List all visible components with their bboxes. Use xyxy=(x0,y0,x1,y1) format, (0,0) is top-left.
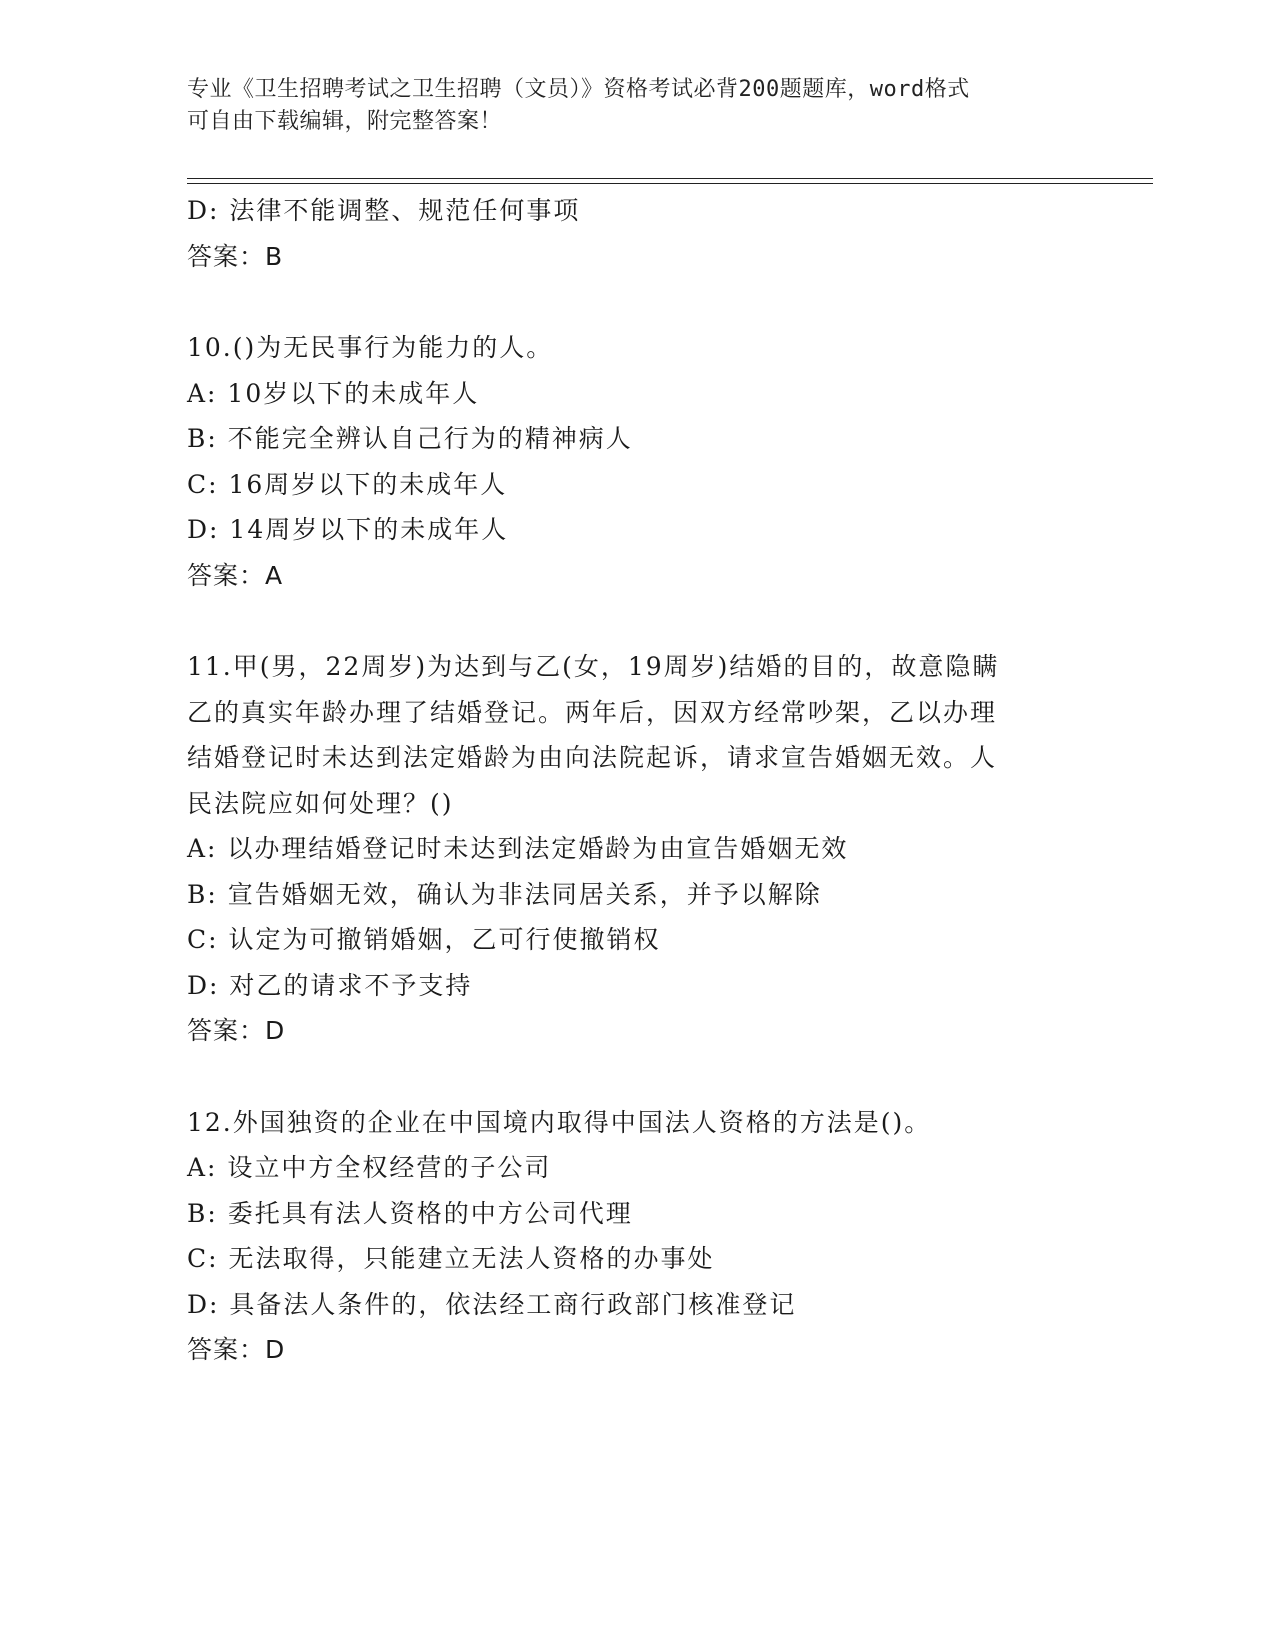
option-d: D: 对乙的请求不予支持 xyxy=(187,970,473,1000)
option-b: B: 宣告婚姻无效，确认为非法同居关系，并予以解除 xyxy=(187,879,822,909)
option-a: A: 以办理结婚登记时未达到法定婚龄为由宣告婚姻无效 xyxy=(187,834,849,863)
header-divider-top xyxy=(187,178,1153,179)
header-line-2: 可自由下载编辑，附完整答案！ xyxy=(187,109,503,134)
option-b: B: 委托具有法人资格的中方公司代理 xyxy=(187,1198,633,1228)
option-a: A: 设立中方全权经营的子公司 xyxy=(187,1153,552,1182)
stem-line: 结婚登记时未达到法定婚龄为由向法院起诉，请求宣告婚姻无效。人 xyxy=(187,743,998,772)
header-divider-bottom xyxy=(187,183,1153,184)
answer-line: 答案：D xyxy=(187,1016,286,1045)
option-c: C: 无法取得，只能建立无法人资格的办事处 xyxy=(187,1244,715,1273)
option-d: D: 14周岁以下的未成年人 xyxy=(187,515,509,544)
question-12 xyxy=(187,1100,1087,1373)
header-line-1: 专业《卫生招聘考试之卫生招聘（文员）》资格考试必背200题题库，word格式 xyxy=(187,77,970,102)
document-header xyxy=(187,74,1087,138)
stem-line: 乙的真实年龄办理了结婚登记。两年后，因双方经常吵架，乙以办理 xyxy=(187,697,998,727)
document-body xyxy=(187,188,1087,1373)
question-stem xyxy=(187,1100,1087,1146)
answer-line: 答案：A xyxy=(187,560,284,590)
question-11 xyxy=(187,644,1087,1054)
option-d: D: 法律不能调整、规范任何事项 xyxy=(187,196,581,225)
spacer xyxy=(187,1054,1087,1100)
stem-line: 10.()为无民事行为能力的人。 xyxy=(187,333,554,362)
question-10 xyxy=(187,325,1087,598)
answer-line: 答案：B xyxy=(187,241,284,271)
stem-line: 民法院应如何处理？() xyxy=(187,788,454,818)
stem-line: 11.甲(男，22周岁)为达到与乙(女，19周岁)结婚的目的，故意隐瞒 xyxy=(187,652,1000,681)
option-d: D: 具备法人条件的，依法经工商行政部门核准登记 xyxy=(187,1289,797,1319)
stem-line: 12.外国独资的企业在中国境内取得中国法人资格的方法是()。 xyxy=(187,1107,932,1137)
answer-line: 答案：D xyxy=(187,1335,286,1364)
option-c: C: 认定为可撤销婚姻，乙可行使撤销权 xyxy=(187,925,661,954)
spacer xyxy=(187,598,1087,644)
question-stem xyxy=(187,325,1087,371)
question-stem xyxy=(187,644,1087,826)
option-c: C: 16周岁以下的未成年人 xyxy=(187,469,508,499)
previous-question-tail xyxy=(187,188,1087,279)
option-a: A: 10岁以下的未成年人 xyxy=(187,378,480,408)
option-b: B: 不能完全辨认自己行为的精神病人 xyxy=(187,424,633,453)
spacer xyxy=(187,279,1087,325)
